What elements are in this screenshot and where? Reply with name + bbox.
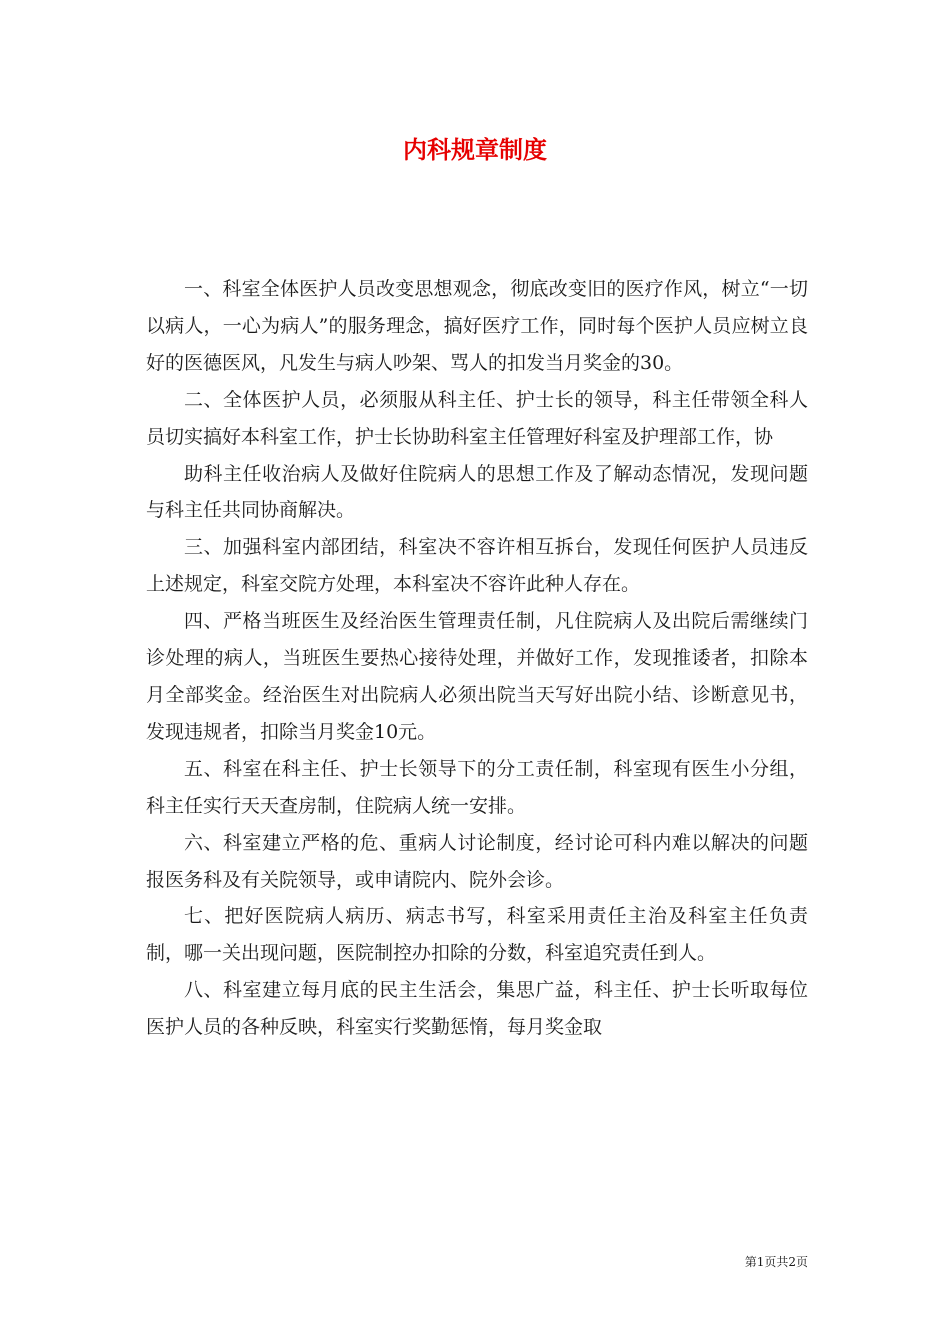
paragraph-1: 一、科室全体医护人员改变思想观念，彻底改变旧的医疗作风，树立“一切以病人，一心为病人”的服务理念，搞好医疗工作，同时每个医护人员应树立良好的医德医风，凡发生与病人吵架、骂人的扣发当月奖金的30。	[146, 278, 808, 374]
paragraph-3: 三、加强科室内部团结，科室决不容许相互拆台，发现任何医护人员违反上述规定，科室交院方处理，本科室决不容许此种人存在。	[146, 536, 808, 596]
paragraph-2: 二、全体医护人员，必须服从科主任、护士长的领导，科主任带领全科人员切实搞好本科室工作，护士长协助科室主任管理好科室及护理部工作，协	[146, 388, 808, 448]
paragraph-2-continued: 助科主任收治病人及做好住院病人的思想工作及了解动态情况，发现问题与科主任共同协商解决。	[146, 462, 808, 522]
paragraph-8: 八、科室建立每月底的民主生活会，集思广益，科主任、护士长听取每位医护人员的各种反映，科室实行奖勤惩惰，每月奖金取	[146, 979, 808, 1039]
paragraph-6: 六、科室建立严格的危、重病人讨论制度，经讨论可科内难以解决的问题报医务科及有关院领导，或申请院内、院外会诊。	[146, 831, 808, 891]
paragraph-4: 四、严格当班医生及经治医生管理责任制，凡住院病人及出院后需继续门诊处理的病人，当班医生要热心接待处理，并做好工作，发现推诿者，扣除本月全部奖金。经治医生对出院病人必须出院当天写好出院小结、诊断意见书，发现违规者，扣除当月奖金10元。	[146, 610, 808, 743]
page-title: 内科规章制度	[403, 135, 547, 164]
paragraph-5: 五、科室在科主任、护士长领导下的分工责任制，科室现有医生小分组，科主任实行天天查房制，住院病人统一安排。	[146, 757, 808, 817]
paragraph-7: 七、把好医院病人病历、病志书写，科室采用责任主治及科室主任负责制，哪一关出现问题，医院制控办扣除的分数，科室追究责任到人。	[146, 905, 808, 965]
page-number-footer: 第1页共2页	[744, 1255, 808, 1269]
document-body	[146, 271, 808, 1046]
